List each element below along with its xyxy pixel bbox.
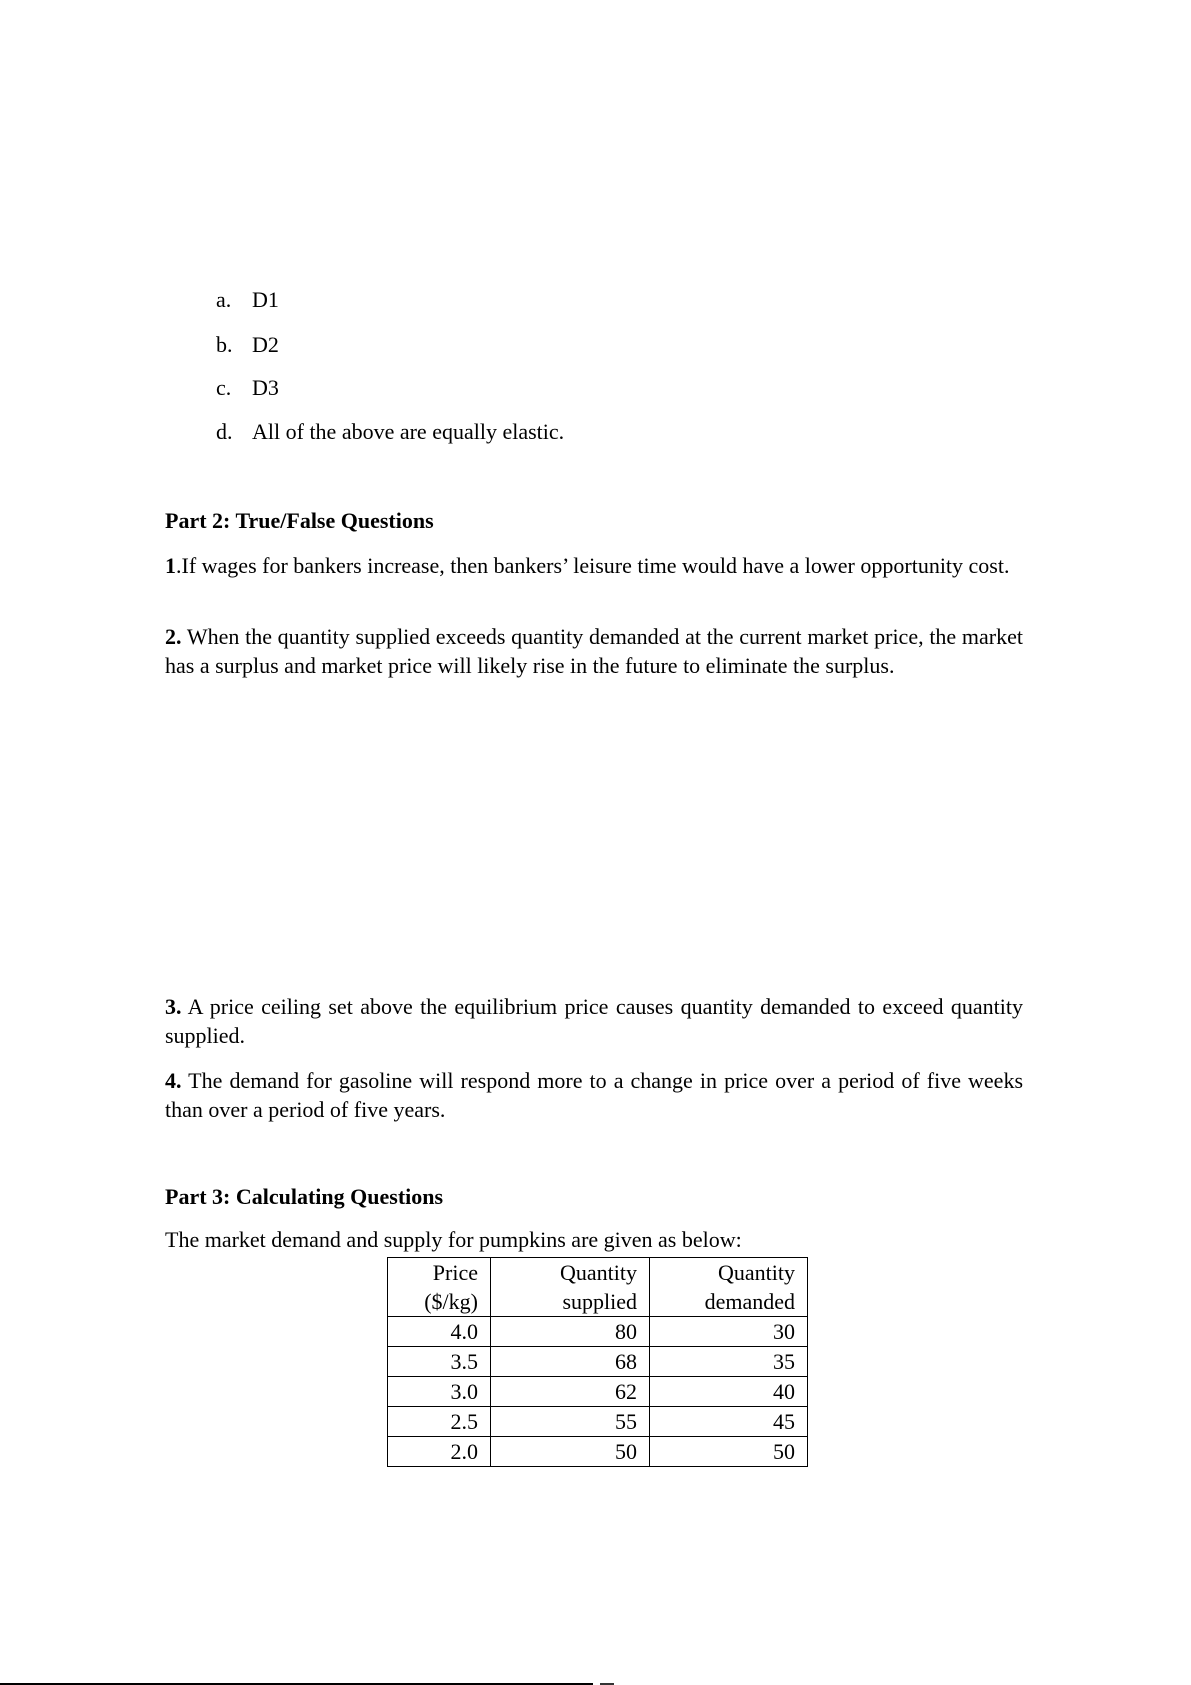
cell-price: 4.0: [388, 1317, 491, 1347]
option-text: All of the above are equally elastic.: [252, 419, 565, 444]
cell-quantity-demanded: 35: [650, 1347, 808, 1377]
option-d: [216, 419, 564, 445]
table-row: [388, 1407, 808, 1437]
question-text: When the quantity supplied exceeds quantity demanded at the current market price, the market has a surplus and market price will likely rise in the future to eliminate the surplus.: [165, 624, 1023, 678]
table-header-row: [388, 1258, 808, 1317]
cell-quantity-supplied: 80: [491, 1317, 650, 1347]
table-row: [388, 1437, 808, 1467]
option-c: [216, 375, 279, 401]
part3-intro: The market demand and supply for pumpkins are given as below:: [165, 1227, 742, 1252]
tf-question-3: [165, 992, 1023, 1050]
header-quantity-demanded: Quantity demanded: [650, 1258, 808, 1317]
part3-heading: Part 3: Calculating Questions: [165, 1184, 444, 1209]
supply-demand-table: [387, 1257, 808, 1467]
question-number: 1: [165, 553, 176, 578]
cell-price: 3.0: [388, 1377, 491, 1407]
cell-price: 3.5: [388, 1347, 491, 1377]
question-number: 2.: [165, 624, 182, 649]
option-text: D1: [252, 287, 279, 312]
header-quantity-supplied: Quantity supplied: [491, 1258, 650, 1317]
cell-quantity-supplied: 55: [491, 1407, 650, 1437]
question-text: The demand for gasoline will respond more to a change in price over a period of five weeks than over a period of five years.: [165, 1068, 1023, 1122]
tf-question-2: [165, 622, 1023, 680]
cell-quantity-supplied: 62: [491, 1377, 650, 1407]
question-number: 3.: [165, 994, 182, 1019]
cell-quantity-demanded: 50: [650, 1437, 808, 1467]
option-letter: a.: [216, 287, 232, 312]
tf-question-4: [165, 1066, 1023, 1124]
option-letter: c.: [216, 375, 232, 400]
option-letter: b.: [216, 332, 233, 357]
option-a: [216, 287, 279, 313]
cell-quantity-demanded: 45: [650, 1407, 808, 1437]
question-text: .If wages for bankers increase, then bankers’ leisure time would have a lower opportunity cost.: [176, 553, 1010, 578]
option-text: D3: [252, 375, 279, 400]
option-text: D2: [252, 332, 279, 357]
question-number: 4.: [165, 1068, 182, 1093]
part2-heading: Part 2: True/False Questions: [165, 508, 434, 533]
cell-quantity-supplied: 50: [491, 1437, 650, 1467]
cell-price: 2.5: [388, 1407, 491, 1437]
cell-quantity-demanded: 30: [650, 1317, 808, 1347]
option-b: [216, 332, 279, 358]
table-row: [388, 1377, 808, 1407]
question-text: A price ceiling set above the equilibrium price causes quantity demanded to exceed quantity supplied.: [165, 994, 1023, 1048]
tf-question-1: [165, 551, 1023, 580]
option-letter: d.: [216, 419, 233, 444]
table-row: [388, 1347, 808, 1377]
table-row: [388, 1317, 808, 1347]
cell-price: 2.0: [388, 1437, 491, 1467]
cell-quantity-supplied: 68: [491, 1347, 650, 1377]
cell-quantity-demanded: 40: [650, 1377, 808, 1407]
header-price: Price ($/kg): [388, 1258, 491, 1317]
